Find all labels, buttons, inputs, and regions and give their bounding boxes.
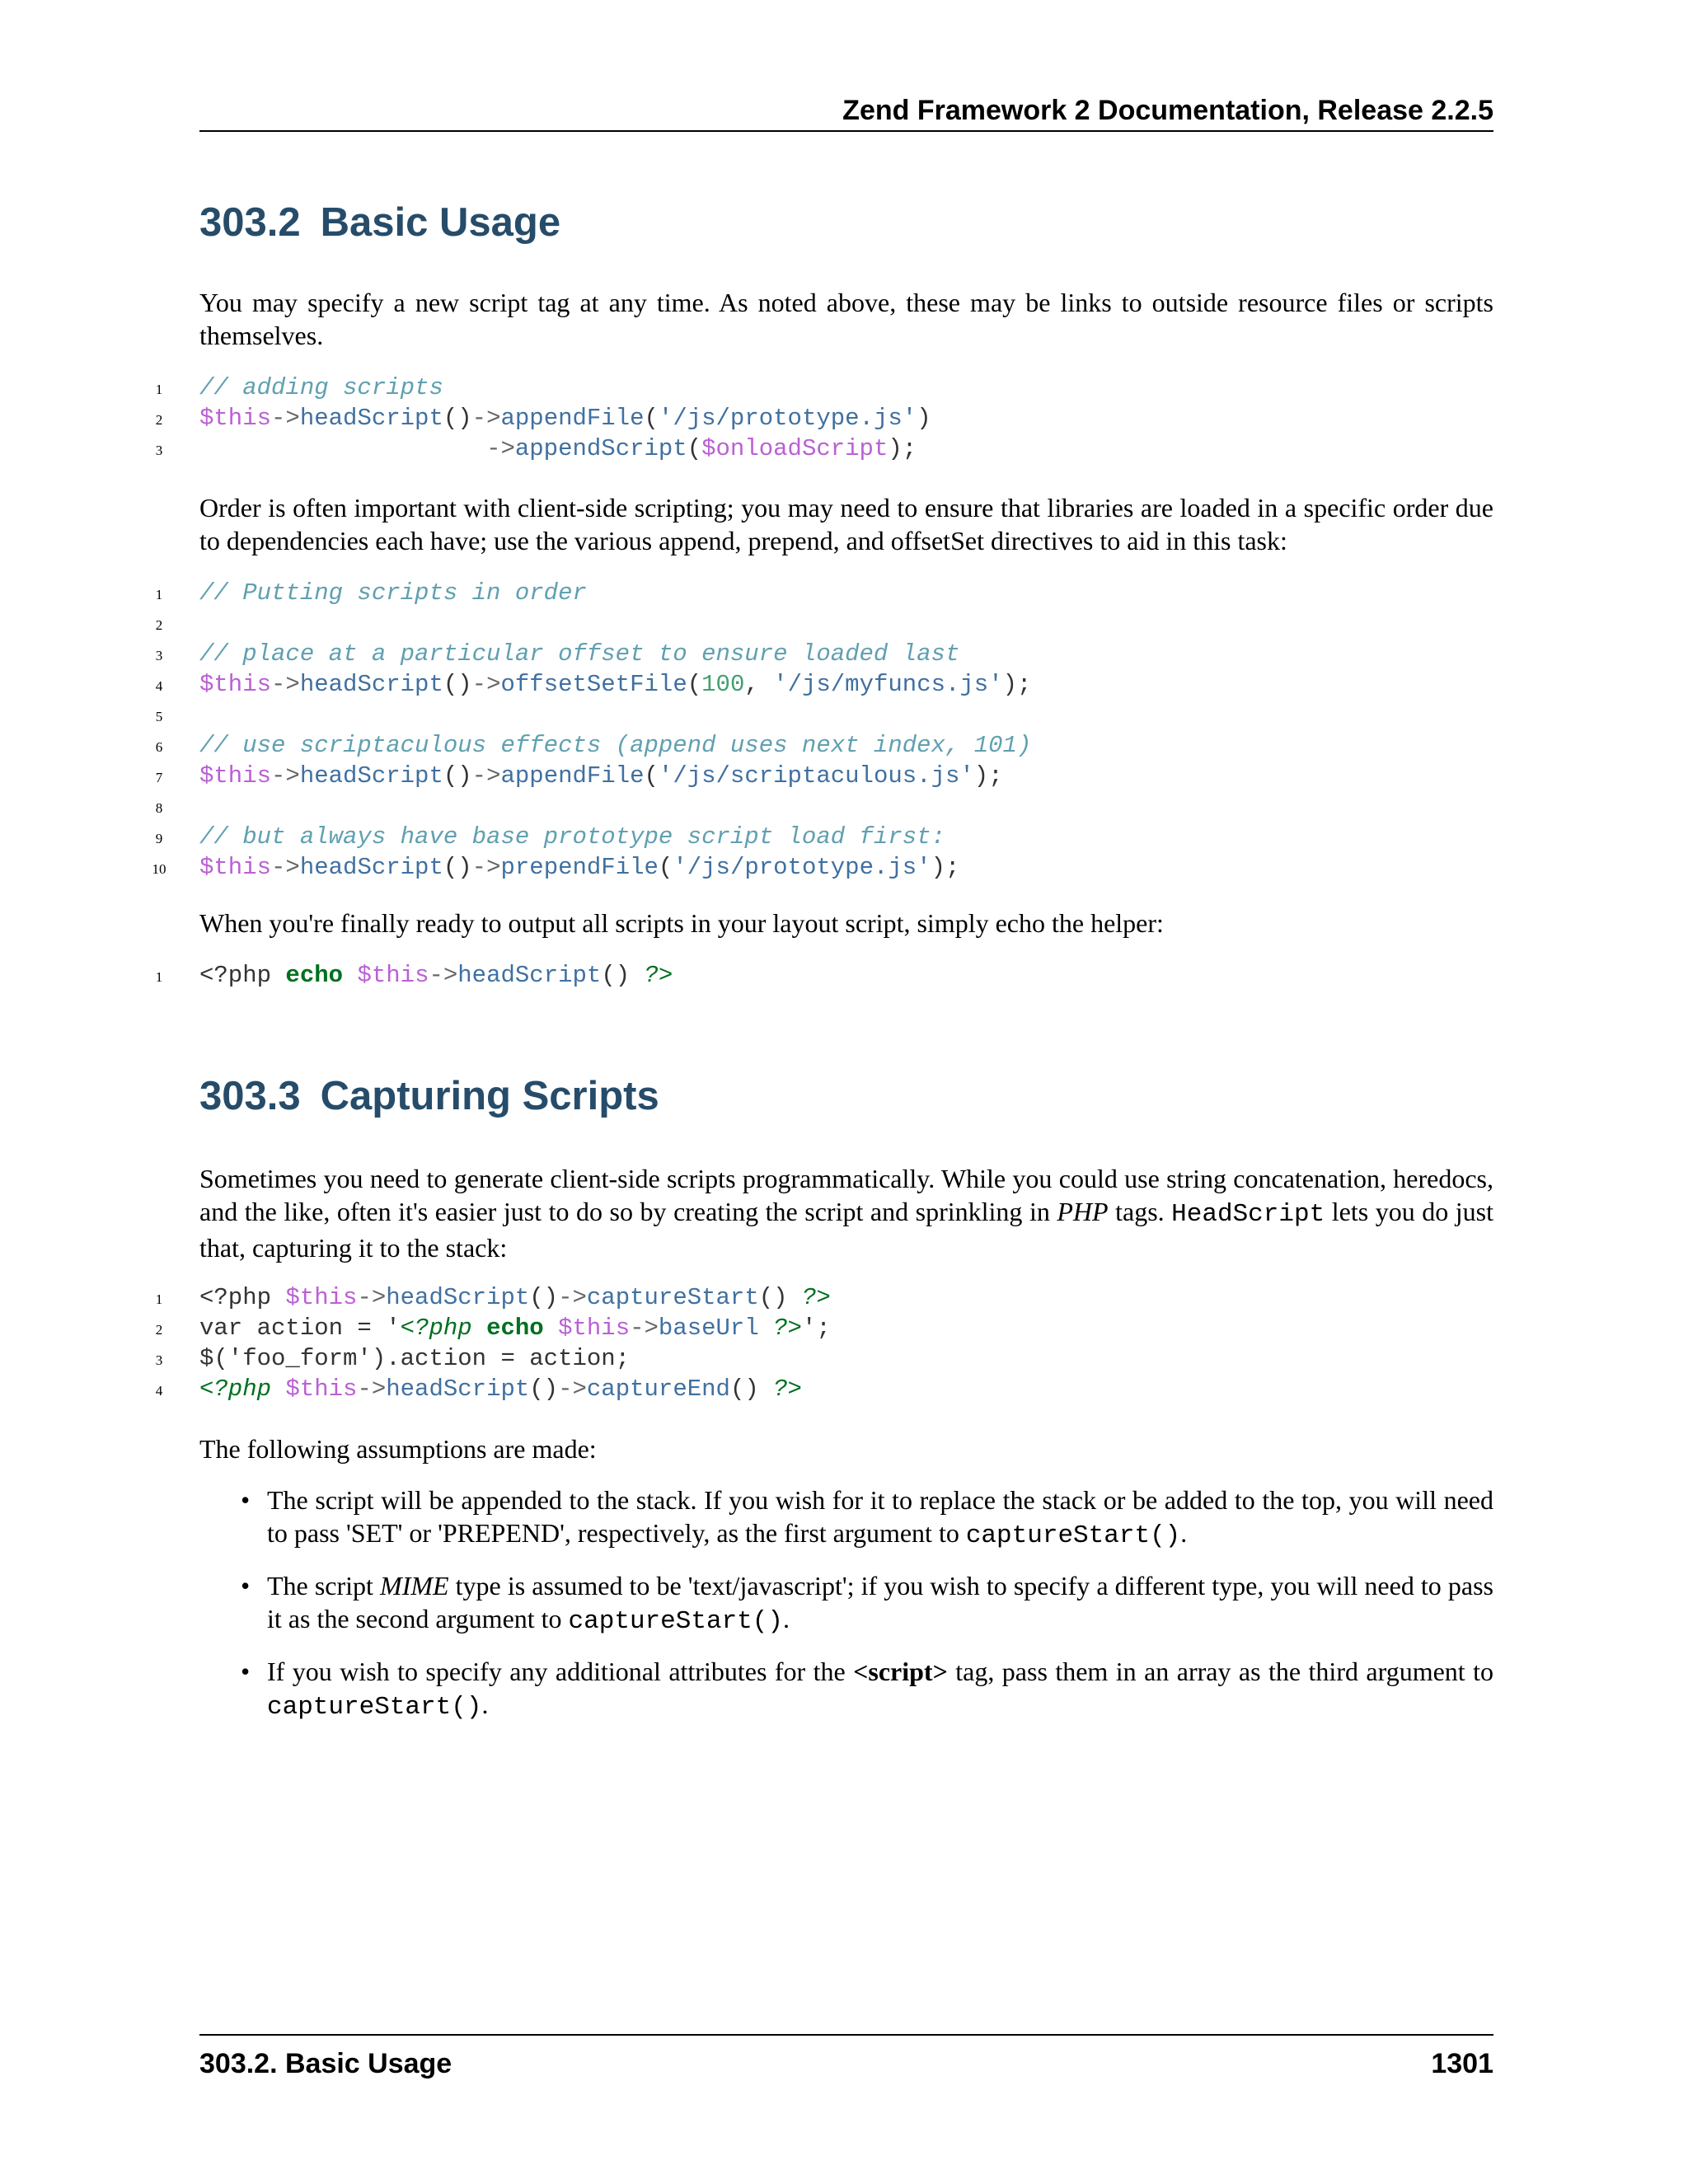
code-line: 1 // Putting scripts in order [148, 578, 1500, 608]
code-line: 7 $this->headScript()->appendFile('/js/scriptaculous.js'); [148, 761, 1500, 791]
code-line [148, 700, 1500, 730]
bullet-icon: • [241, 1571, 251, 1601]
code-line: 10 $this->headScript()->prependFile('/js/prototype.js'); [148, 852, 1500, 883]
code-line: 1 // adding scripts [148, 373, 1500, 403]
code-line: 9 // but always have base prototype script load first: [148, 822, 1500, 852]
section-heading-basic-usage [199, 198, 560, 247]
list-item: • The script MIME type is assumed to be 'text/javascript'; if you wish to specify a different type, you will need to pass it as the second argument to captureStart(). [241, 1571, 1494, 1636]
line-number: 5 [155, 709, 163, 724]
list-item: • The script will be appended to the stack. If you wish for it to replace the stack or be added to the top, you will need to pass 'SET' or 'PREPEND', respectively, as the first argument to captureStart(). [241, 1485, 1493, 1550]
bullet-icon: • [241, 1657, 251, 1686]
line-number: 3 [155, 648, 163, 663]
code-line: 6 // use scriptaculous effects (append uses next index, 101) [148, 730, 1500, 761]
section-number: 303.2 [199, 200, 301, 245]
line-number: 2 [155, 1322, 163, 1338]
code-block-adding-scripts [148, 373, 1500, 464]
code-line: 2 $this->headScript()->appendFile('/js/prototype.js') [148, 403, 1500, 434]
code-line [148, 608, 1500, 639]
line-number: 3 [155, 1352, 163, 1368]
code-line: 1 <?php echo $this->headScript() ?> [148, 960, 1500, 991]
section-title: Capturing Scripts [320, 1074, 659, 1118]
list-item: • If you wish to specify any additional attributes for the <script> tag, pass them in an array as the third argument to captureStart(). [241, 1657, 1494, 1722]
section-title: Basic Usage [320, 200, 561, 245]
intro-paragraph: You may specify a new script tag at any time. As noted above, these may be links to outside resource files or scripts themselves. [199, 288, 1493, 350]
line-number: 1 [155, 1291, 163, 1307]
line-number: 8 [155, 800, 163, 816]
code-line: 3 // place at a particular offset to ensure loaded last [148, 639, 1500, 669]
line-number: 10 [152, 861, 166, 877]
code-block-ordering-scripts [148, 578, 1500, 883]
inline-code: HeadScript [1171, 1200, 1325, 1229]
section-heading-capturing-scripts [199, 1071, 659, 1121]
line-number: 1 [155, 382, 163, 397]
code-block-capture [148, 1282, 1500, 1404]
code-line: 3 $('foo_form').action = action; [148, 1343, 1500, 1374]
line-number: 9 [155, 831, 163, 846]
line-number: 4 [155, 678, 163, 694]
output-paragraph: When you're finally ready to output all scripts in your layout script, simply echo the helper: [199, 908, 1164, 938]
code-line: 2 var action = '<?php echo $this->baseUrl ?>'; [148, 1313, 1500, 1343]
footer-section: 303.2. Basic Usage [199, 2048, 452, 2079]
code-block-echo-helper [148, 960, 1500, 991]
line-number: 4 [155, 1383, 163, 1399]
line-number: 3 [155, 443, 163, 458]
code-line: 1 <?php $this->headScript()->captureStart() ?> [148, 1282, 1500, 1313]
code-line: 3 ->appendScript($onloadScript); [148, 434, 1500, 464]
capturing-paragraph: Sometimes you need to generate client-side scripts programmatically. While you could use string concatenation, heredocs, and the like, often it's easier just to do so by creating the script and sprinkling in PHP tags. HeadScript lets you do just that, capturing it to the stack: [199, 1164, 1493, 1263]
inline-code: captureStart() [568, 1607, 783, 1636]
assumptions-intro: The following assumptions are made: [199, 1434, 597, 1464]
line-number: 1 [155, 587, 163, 602]
order-paragraph: Order is often important with client-side scripting; you may need to ensure that libraries are loaded in a specific order due to dependencies each have; use the various append, prepend, and offsetSet directives to aid in this task: [199, 493, 1493, 555]
inline-code: captureStart() [267, 1693, 482, 1722]
code-line [148, 791, 1500, 822]
line-number: 2 [155, 617, 163, 633]
code-line: 4 <?php $this->headScript()->captureEnd() ?> [148, 1374, 1500, 1404]
line-number: 7 [155, 770, 163, 785]
line-number: 6 [155, 739, 163, 755]
section-number: 303.3 [199, 1074, 301, 1118]
running-header: Zend Framework 2 Documentation, Release 2.2.5 [199, 91, 1493, 132]
inline-code: captureStart() [965, 1521, 1181, 1550]
bullet-icon: • [241, 1485, 251, 1515]
code-line: 4 $this->headScript()->offsetSetFile(100, '/js/myfuncs.js'); [148, 669, 1500, 700]
line-number: 2 [155, 412, 163, 428]
line-number: 1 [155, 969, 163, 985]
running-footer [199, 2034, 1493, 2080]
page-number: 1301 [1431, 2048, 1493, 2079]
assumptions-list [199, 1483, 1493, 1741]
